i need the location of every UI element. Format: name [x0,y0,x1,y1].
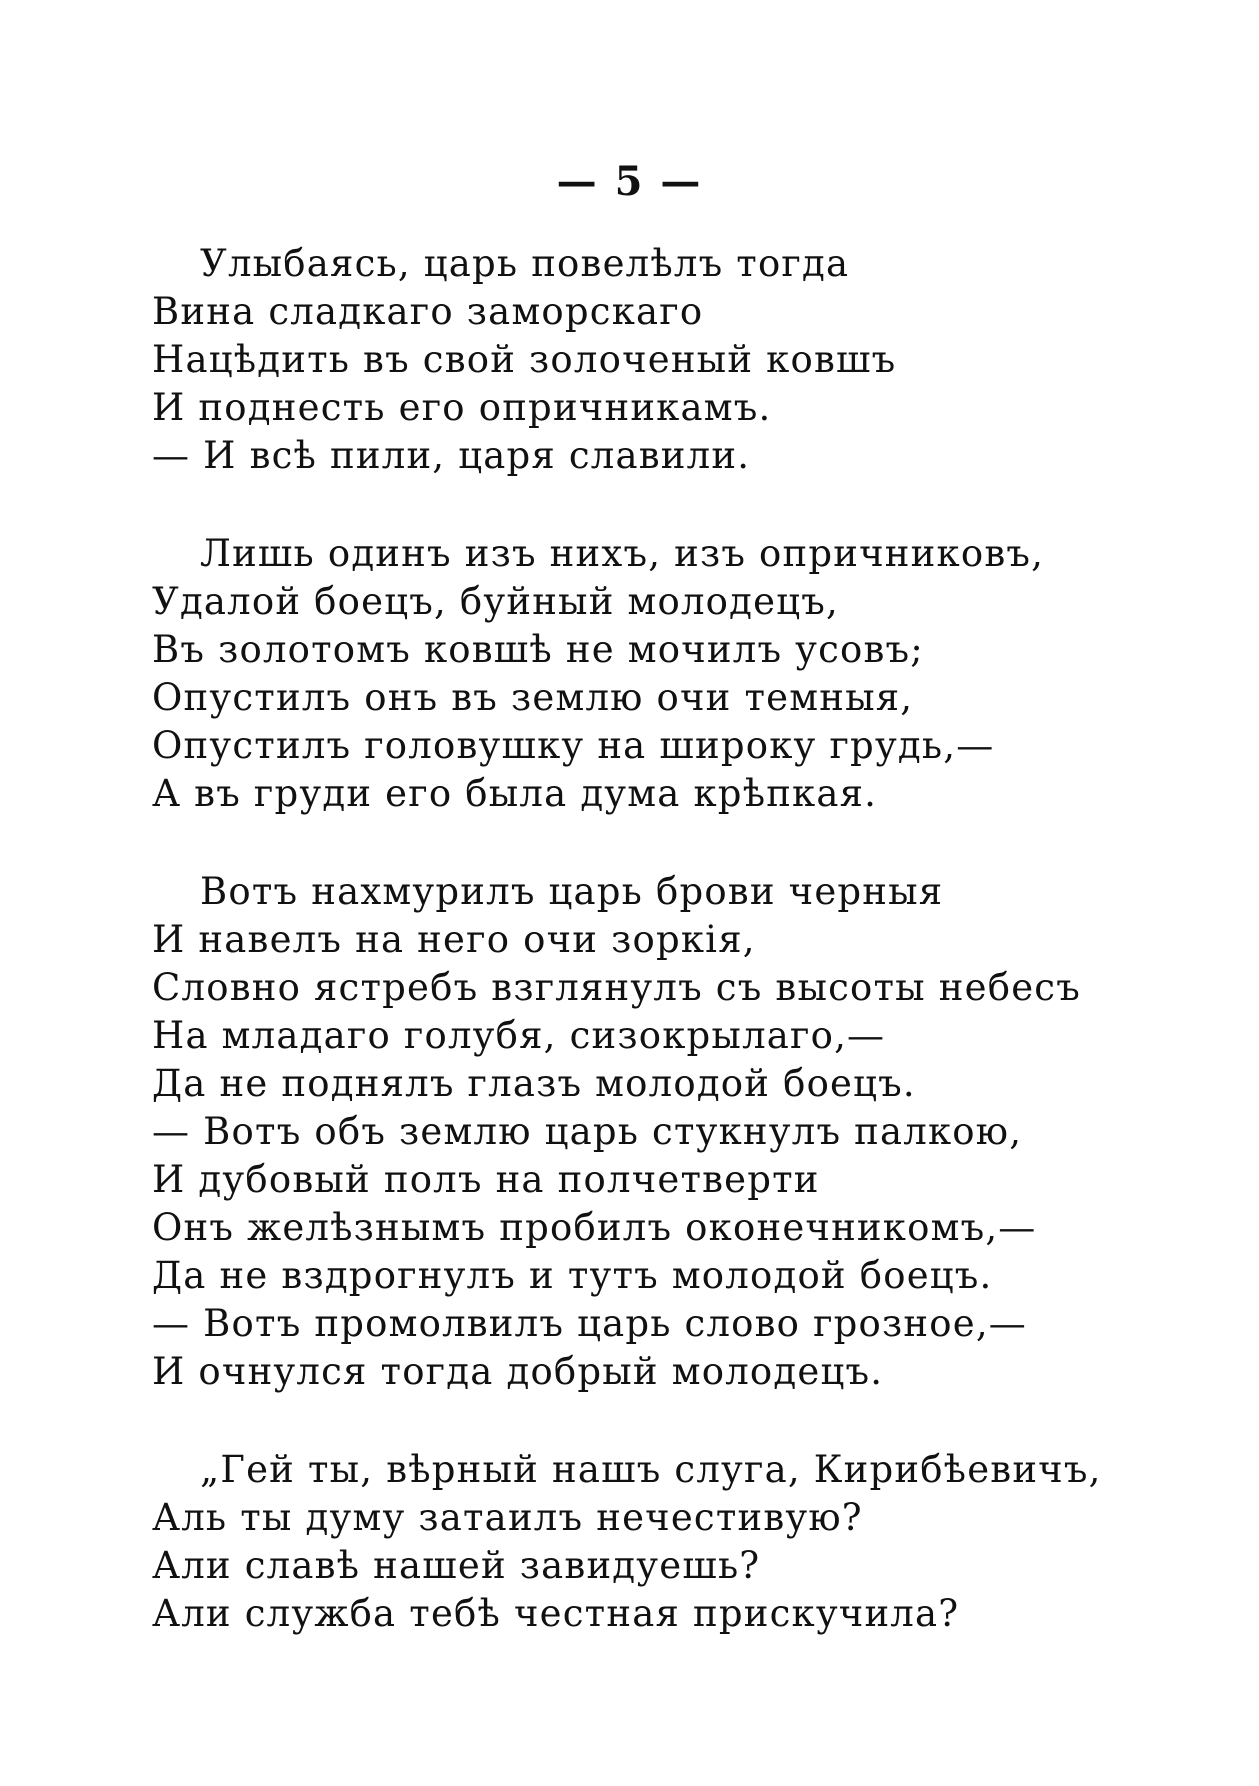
verse-line: Улыбаясь, царь повелѣлъ тогда [200,242,850,285]
verse-line: Али славѣ нашей завидуешь? [152,1544,761,1587]
verse-line: Онъ желѣзнымъ пробилъ оконечникомъ,— [152,1206,1037,1249]
poem-text [152,240,1212,1688]
stanza-2 [152,530,1212,818]
stanza-1 [152,240,1212,480]
verse-line: Али служба тебѣ честная прискучила? [152,1592,960,1635]
verse-line: На младаго голубя, сизокрылаго,— [152,1014,886,1057]
verse-line: Удалой боецъ, буйный молодецъ, [152,580,839,623]
verse-line: Лишь одинъ изъ нихъ, изъ опричниковъ, [200,532,1045,575]
verse-line: И поднесть его опричникамъ. [152,386,772,429]
verse-line: Опустилъ головушку на широку грудь,— [152,724,995,767]
verse-line: Въ золотомъ ковшѣ не мочилъ усовъ; [152,628,924,671]
verse-line: Аль ты думу затаилъ нечестивую? [152,1496,863,1539]
verse-line: И дубовый полъ на полчетверти [152,1158,820,1201]
stanza-3 [152,868,1212,1396]
verse-line: — И всѣ пили, царя славили. [152,434,751,477]
verse-line: И очнулся тогда добрый молодецъ. [152,1350,884,1393]
verse-line: Да не вздрогнулъ и тутъ молодой боецъ. [152,1254,993,1297]
verse-line: И навелъ на него очи зоркія, [152,918,756,961]
verse-line: Вина сладкаго заморскаго [152,290,704,333]
verse-line: Вотъ нахмурилъ царь брови черныя [200,870,944,913]
page-number: — 5 — [556,158,703,205]
verse-line: А въ груди его была дума крѣпкая. [152,772,878,815]
stanza-4 [152,1446,1212,1638]
verse-line: Да не поднялъ глазъ молодой боецъ. [152,1062,916,1105]
verse-line: — Вотъ промолвилъ царь слово грозное,— [152,1302,1028,1345]
verse-line: Нацѣдить въ свой золоченый ковшъ [152,338,897,381]
verse-line: „Гей ты, вѣрный нашъ слуга, Кирибѣевичъ, [200,1448,1102,1491]
verse-line: — Вотъ объ землю царь стукнулъ палкою, [152,1110,1023,1153]
verse-line: Опустилъ онъ въ землю очи темныя, [152,676,914,719]
verse-line: Словно ястребъ взглянулъ съ высоты небесъ [152,966,1081,1009]
